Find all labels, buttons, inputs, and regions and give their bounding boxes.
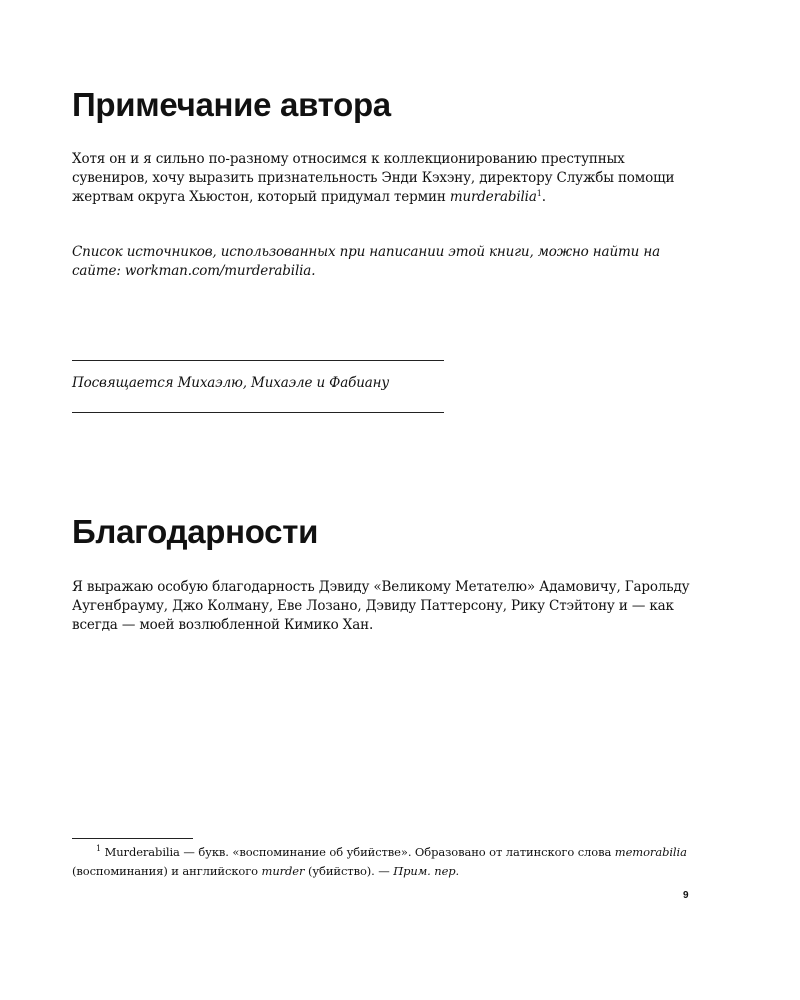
footnote-marker: 1 <box>96 844 101 853</box>
dedication-top-rule <box>72 360 444 361</box>
dedication-text: Посвящается Михаэлю, Михаэле и Фабиану <box>72 375 390 391</box>
footnote-rule <box>72 838 193 839</box>
footnote-term-murder: murder <box>261 864 305 878</box>
footnote-text-1: Murderabilia — букв. «воспоминание об убийстве». Образовано от латинского слова <box>104 845 615 859</box>
page-number: 9 <box>683 890 689 901</box>
author-note-text: Хотя он и я сильно по-разному относимся к коллекционированию преступных сувениров, хочу выразить признательность Энди Кэхэну, директору Службы помощи жертвам округа Хьюстон, который придумал термин <box>72 151 675 205</box>
author-note-end: . <box>541 189 546 205</box>
footnote-text-2: (воспоминания) и английского <box>72 864 262 878</box>
footnote-translator-note: Прим. пер. <box>393 864 460 878</box>
sources-note: Список источников, использованных при написании этой книги, можно найти на сайте: workman.com/murderabilia. <box>72 244 660 279</box>
footnote-text-3: (убийство). — <box>304 864 394 878</box>
footnote-ref: 1 <box>536 189 542 198</box>
murderabilia-term: murderabilia <box>449 189 537 205</box>
footnote-term-memorabilia: memorabilia <box>614 845 687 859</box>
dedication-bottom-rule <box>72 412 444 413</box>
author-note-title: Примечание автора <box>72 86 391 123</box>
footnote <box>72 843 702 881</box>
acknowledgments-paragraph: Я выражаю особую благодарность Дэвиду «Великому Метателю» Адамовичу, Гарольду Аугенбрауму, Джо Колману, Еве Лозано, Дэвиду Паттерсону, Рику Стэйтону и — как всегда — моей возлюбленной Кимико Хан. <box>72 579 690 633</box>
author-note-paragraph <box>72 150 702 207</box>
acknowledgments-title: Благодарности <box>72 513 319 550</box>
